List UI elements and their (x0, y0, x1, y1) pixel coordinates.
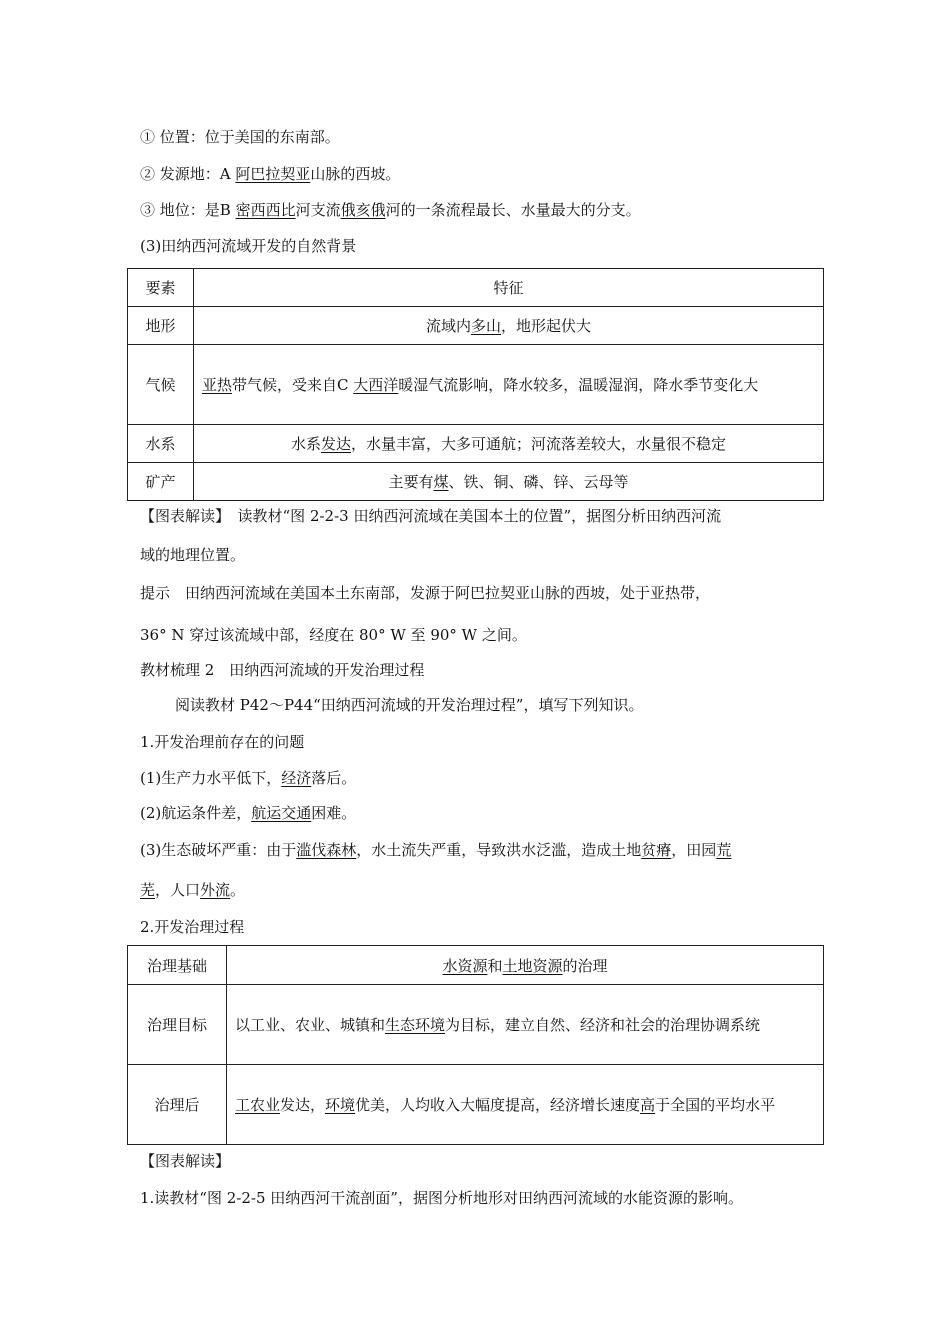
table-cell: 工农业发达，环境优美，人均收入大幅度提高，经济增长速度高于全国的平均水平 (227, 1065, 824, 1145)
table-row (128, 985, 824, 1065)
table-row (128, 1065, 824, 1145)
governance-table (127, 945, 824, 1145)
table-row (128, 307, 824, 345)
table-cell: 以工业、农业、城镇和生态环境为目标，建立自然、经济和社会的治理协调系统 (227, 985, 824, 1065)
table-row (128, 946, 824, 985)
chart-reading-2-heading: 【图表解读】 (140, 1152, 231, 1170)
hint-line-cont: 36° N 穿过该流域中部，经度在 80° W 至 90° W 之间。 (140, 626, 527, 644)
table-cell: 水系 (128, 425, 194, 463)
table-row (128, 345, 824, 425)
chart-reading-1-cont: 域的地理位置。 (140, 546, 246, 564)
table-cell: 特征 (194, 269, 824, 307)
problem-item-1: (1)生产力水平低下，经济落后。 (140, 769, 357, 787)
table-cell: 治理目标 (128, 985, 227, 1065)
table-cell: 亚热带气候，受来自C 大西洋暖湿气流影响，降水较多，温暖湿润，降水季节变化大 (194, 345, 824, 425)
table-cell: 要素 (128, 269, 194, 307)
hint-line: 提示 田纳西河流域在美国本土东南部，发源于阿巴拉契亚山脉的西坡，处于亚热带， (140, 584, 711, 602)
table-cell: 气候 (128, 345, 194, 425)
table-cell: 主要有煤、铁、铜、磷、锌、云母等 (194, 463, 824, 501)
table-cell: 水系发达，水量丰富，大多可通航；河流落差较大，水量很不稳定 (194, 425, 824, 463)
source-item: ② 发源地：A 阿巴拉契亚山脉的西坡。 (140, 165, 401, 183)
problem-item-3: (3)生态破坏严重：由于滥伐森林，水土流失严重，导致洪水泛滥，造成土地贫瘠，田园荒 (140, 841, 732, 859)
instruction: 阅读教材 P42～P44“田纳西河流域的开发治理过程”，填写下列知识。 (175, 696, 644, 714)
table-cell: 治理后 (128, 1065, 227, 1145)
table-cell: 治理基础 (128, 946, 227, 985)
table-cell: 水资源和土地资源的治理 (227, 946, 824, 985)
table-row (128, 269, 824, 307)
problem-item-3-cont: 芜，人口外流。 (140, 881, 246, 899)
table-cell: 地形 (128, 307, 194, 345)
section-title: 教材梳理 2 田纳西河流域的开发治理过程 (140, 661, 425, 679)
process-heading: 2.开发治理过程 (140, 918, 245, 936)
natural-background-heading: (3)田纳西河流域开发的自然背景 (140, 237, 357, 255)
table-cell: 矿产 (128, 463, 194, 501)
table-cell: 流域内多山，地形起伏大 (194, 307, 824, 345)
natural-background-table (127, 268, 824, 501)
status-item: ③ 地位：是B 密西西比河支流俄亥俄河的一条流程最长、水量最大的分支。 (140, 201, 641, 219)
chart-reading-2-question: 1.读教材“图 2-2-5 田纳西河干流剖面”，据图分析地形对田纳西河流域的水能资源的影响。 (140, 1189, 743, 1207)
table-row (128, 425, 824, 463)
chart-reading-1: 【图表解读】 读教材“图 2-2-3 田纳西河流域在美国本土的位置”，据图分析田纳西河流 (140, 507, 722, 525)
problem-item-2: (2)航运条件差，航运交通困难。 (140, 804, 357, 822)
location-item: ① 位置：位于美国的东南部。 (140, 128, 340, 146)
table-row (128, 463, 824, 501)
problems-heading: 1.开发治理前存在的问题 (140, 733, 305, 751)
